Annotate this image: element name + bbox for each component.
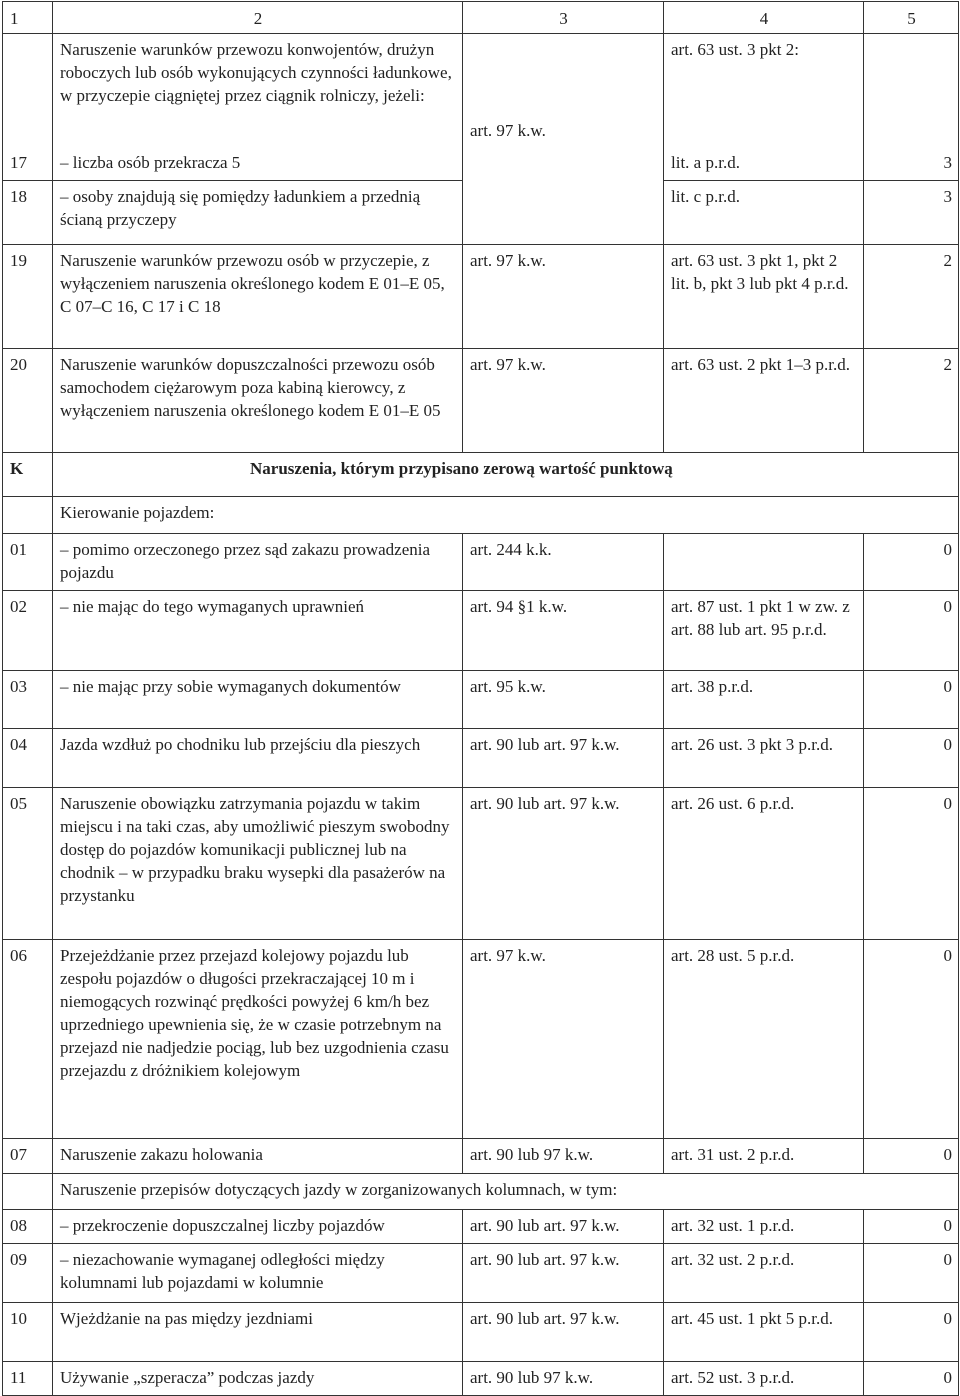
violations-table	[2, 1, 959, 1396]
section-code: K	[3, 453, 53, 497]
points-cell: 0	[864, 534, 959, 591]
code-cell: 08	[3, 1210, 53, 1244]
legal-basis-kw-cell: art. 90 lub art. 97 k.w.	[463, 788, 664, 940]
legal-basis-prd-cell: lit. a p.r.d.	[664, 147, 864, 181]
code-cell: 03	[3, 671, 53, 729]
legal-basis-prd-cell: art. 32 ust. 2 p.r.d.	[664, 1244, 864, 1303]
code-cell: 19	[3, 245, 53, 349]
description-cell: Naruszenie warunków przewozu konwojentów, drużyn roboczych lub osób wykonujących czynności ładunkowe, w przyczepie ciągniętej przez ciągnik rolniczy, jeżeli:	[53, 34, 463, 147]
points-cell: 0	[864, 940, 959, 1139]
code-cell: 20	[3, 349, 53, 453]
legal-basis-prd-cell: lit. c p.r.d.	[664, 181, 864, 245]
legal-basis-kw-cell: art. 97 k.w.	[463, 34, 664, 147]
table-row	[3, 1303, 959, 1362]
legal-basis-kw-cell: art. 90 lub art. 97 k.w.	[463, 1303, 664, 1362]
table-row	[3, 1362, 959, 1396]
header-cell-4: 4	[664, 2, 864, 34]
subheader-row	[3, 1174, 959, 1210]
legal-basis-kw-cell	[463, 147, 664, 181]
legal-basis-kw-cell: art. 90 lub art. 97 k.w.	[463, 1210, 664, 1244]
table-row	[3, 181, 959, 245]
code-cell: 17	[3, 147, 53, 181]
code-cell	[3, 497, 53, 534]
description-cell: Naruszenie warunków dopuszczalności przewozu osób samochodem ciężarowym poza kabiną kierowcy, z wyłączeniem naruszenia określonego kodem E 01–E 05	[53, 349, 463, 453]
section-row	[3, 453, 959, 497]
legal-basis-prd-cell: art. 26 ust. 3 pkt 3 p.r.d.	[664, 729, 864, 788]
legal-basis-prd-cell: art. 45 ust. 1 pkt 5 p.r.d.	[664, 1303, 864, 1362]
legal-basis-prd-cell: art. 87 ust. 1 pkt 1 w zw. z art. 88 lub art. 95 p.r.d.	[664, 591, 864, 671]
table-row	[3, 1244, 959, 1303]
description-cell: Naruszenie zakazu holowania	[53, 1139, 463, 1174]
legal-basis-prd-cell: art. 26 ust. 6 p.r.d.	[664, 788, 864, 940]
description-cell: Jazda wzdłuż po chodniku lub przejściu dla pieszych	[53, 729, 463, 788]
legal-basis-kw-cell: art. 97 k.w.	[463, 940, 664, 1139]
description-cell: – osoby znajdują się pomiędzy ładunkiem a przednią ścianą przyczepy	[53, 181, 463, 245]
code-cell	[3, 34, 53, 147]
legal-basis-kw-cell: art. 90 lub 97 k.w.	[463, 1362, 664, 1396]
description-cell: Przejeżdżanie przez przejazd kolejowy pojazdu lub zespołu pojazdów o długości przekraczającej 10 m i niemogących rozwinąć prędkości powyżej 6 km/h bez uprzedniego upewnienia się, że w czasie potrzebnym na przejazd nie nadjedzie pociąg, lub bez uzgodnienia czasu przejazdu z dróżnikiem kolejowym	[53, 940, 463, 1139]
code-cell: 01	[3, 534, 53, 591]
code-cell: 10	[3, 1303, 53, 1362]
table-row	[3, 788, 959, 940]
code-cell: 02	[3, 591, 53, 671]
header-row	[3, 2, 959, 34]
legal-basis-kw-cell: art. 90 lub art. 97 k.w.	[463, 1244, 664, 1303]
table-row	[3, 1139, 959, 1174]
points-cell: 3	[864, 147, 959, 181]
points-cell: 0	[864, 729, 959, 788]
table-row	[3, 940, 959, 1139]
table-row	[3, 245, 959, 349]
code-cell: 04	[3, 729, 53, 788]
points-cell: 0	[864, 591, 959, 671]
points-cell: 0	[864, 1303, 959, 1362]
header-cell-1: 1	[3, 2, 53, 34]
description-cell: – przekroczenie dopuszczalnej liczby pojazdów	[53, 1210, 463, 1244]
description-cell: – nie mając przy sobie wymaganych dokumentów	[53, 671, 463, 729]
code-cell: 09	[3, 1244, 53, 1303]
table-row	[3, 591, 959, 671]
subheader-row	[3, 497, 959, 534]
points-cell: 0	[864, 671, 959, 729]
points-cell: 2	[864, 349, 959, 453]
points-cell	[864, 34, 959, 147]
points-cell: 3	[864, 181, 959, 245]
table-row	[3, 1210, 959, 1244]
legal-basis-prd-cell: art. 63 ust. 3 pkt 1, pkt 2 lit. b, pkt 3 lub pkt 4 p.r.d.	[664, 245, 864, 349]
code-cell: 11	[3, 1362, 53, 1396]
description-cell: – pomimo orzeczonego przez sąd zakazu prowadzenia pojazdu	[53, 534, 463, 591]
description-cell: – nie mając do tego wymaganych uprawnień	[53, 591, 463, 671]
description-cell: Używanie „szperacza” podczas jazdy	[53, 1362, 463, 1396]
points-cell: 0	[864, 1210, 959, 1244]
header-cell-3: 3	[463, 2, 664, 34]
points-cell: 0	[864, 1362, 959, 1396]
legal-basis-prd-cell: art. 38 p.r.d.	[664, 671, 864, 729]
points-cell: 0	[864, 788, 959, 940]
legal-basis-prd-cell	[664, 534, 864, 591]
table-row	[3, 34, 959, 147]
table-row	[3, 349, 959, 453]
legal-basis-kw-cell	[463, 181, 664, 245]
code-cell: 05	[3, 788, 53, 940]
header-cell-2: 2	[53, 2, 463, 34]
description-cell: Naruszenie obowiązku zatrzymania pojazdu w takim miejscu i na taki czas, aby umożliwić pieszym swobodny dostęp do pojazdów komunikacji publicznej lub na chodnik – w przypadku braku wysepki dla pasażerów na przystanku	[53, 788, 463, 940]
legal-basis-prd-cell: art. 31 ust. 2 p.r.d.	[664, 1139, 864, 1174]
legal-basis-prd-cell: art. 28 ust. 5 p.r.d.	[664, 940, 864, 1139]
table-row	[3, 534, 959, 591]
legal-basis-kw-cell: art. 97 k.w.	[463, 245, 664, 349]
table-row	[3, 147, 959, 181]
legal-basis-kw-cell: art. 94 §1 k.w.	[463, 591, 664, 671]
code-cell	[3, 1174, 53, 1210]
legal-basis-prd-cell: art. 63 ust. 3 pkt 2:	[664, 34, 864, 147]
points-cell: 2	[864, 245, 959, 349]
legal-basis-kw-cell: art. 95 k.w.	[463, 671, 664, 729]
table-row	[3, 671, 959, 729]
legal-basis-prd-cell: art. 52 ust. 3 p.r.d.	[664, 1362, 864, 1396]
code-cell: 06	[3, 940, 53, 1139]
section-title: Naruszenia, którym przypisano zerową wartość punktową	[53, 453, 959, 497]
table-row	[3, 729, 959, 788]
legal-basis-kw-cell: art. 90 lub 97 k.w.	[463, 1139, 664, 1174]
description-cell: – niezachowanie wymaganej odległości między kolumnami lub pojazdami w kolumnie	[53, 1244, 463, 1303]
code-cell: 18	[3, 181, 53, 245]
legal-basis-prd-cell: art. 63 ust. 2 pkt 1–3 p.r.d.	[664, 349, 864, 453]
legal-basis-kw-cell: art. 244 k.k.	[463, 534, 664, 591]
description-cell: Wjeżdżanie na pas między jezdniami	[53, 1303, 463, 1362]
points-cell: 0	[864, 1244, 959, 1303]
legal-basis-kw-cell: art. 97 k.w.	[463, 349, 664, 453]
points-cell: 0	[864, 1139, 959, 1174]
subheader-text: Kierowanie pojazdem:	[53, 497, 959, 534]
description-cell: Naruszenie warunków przewozu osób w przyczepie, z wyłączeniem naruszenia określonego kodem E 01–E 05, C 07–C 16, C 17 i C 18	[53, 245, 463, 349]
subheader-text: Naruszenie przepisów dotyczących jazdy w zorganizowanych kolumnach, w tym:	[53, 1174, 959, 1210]
header-cell-5: 5	[864, 2, 959, 34]
legal-basis-kw-cell: art. 90 lub art. 97 k.w.	[463, 729, 664, 788]
legal-basis-prd-cell: art. 32 ust. 1 p.r.d.	[664, 1210, 864, 1244]
code-cell: 07	[3, 1139, 53, 1174]
description-cell: – liczba osób przekracza 5	[53, 147, 463, 181]
